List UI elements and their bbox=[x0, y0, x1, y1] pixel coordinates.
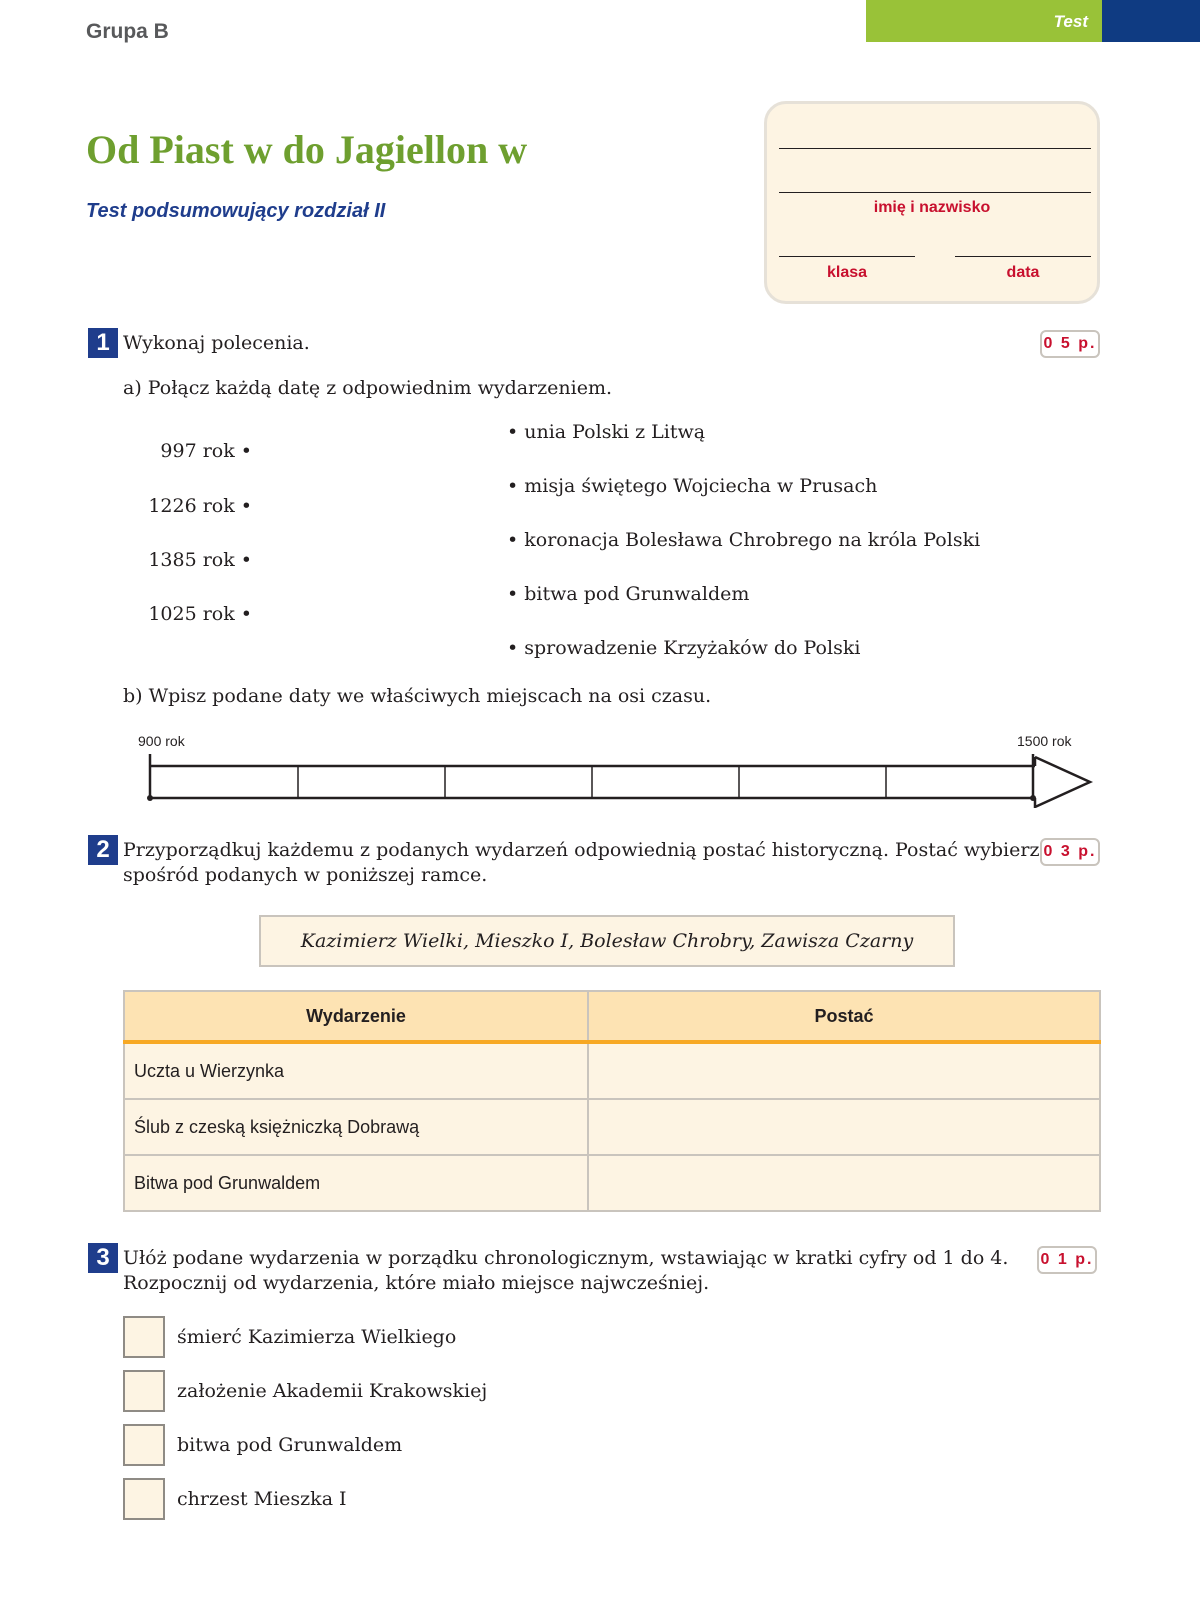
task-2-number: 2 bbox=[88, 835, 118, 865]
task-1b-instruction: b) Wpisz podane daty we właściwych miejscach na osi czasu. bbox=[123, 685, 712, 707]
event-item[interactable]: • sprowadzenie Krzyżaków do Polski bbox=[507, 637, 861, 659]
event-item[interactable]: • bitwa pod Grunwaldem bbox=[507, 583, 750, 605]
order-item: chrzest Mieszka I bbox=[177, 1488, 347, 1510]
event-cell: Uczta u Wierzynka bbox=[124, 1042, 588, 1099]
order-box[interactable] bbox=[123, 1316, 165, 1358]
table-row bbox=[124, 1099, 1100, 1155]
task-2-points: 0 3 p. bbox=[1040, 838, 1100, 866]
date-item[interactable]: 1226 rok • bbox=[148, 495, 252, 517]
date-item[interactable]: 1025 rok • bbox=[148, 603, 252, 625]
matching-table bbox=[123, 990, 1101, 1212]
task-3-number: 3 bbox=[88, 1243, 118, 1273]
class-line[interactable] bbox=[779, 256, 915, 257]
order-box[interactable] bbox=[123, 1424, 165, 1466]
task-3-question-line: Rozpocznij od wydarzenia, które miało miejsce najwcześniej. bbox=[123, 1272, 710, 1294]
event-cell: Bitwa pod Grunwaldem bbox=[124, 1155, 588, 1211]
timeline-start-label: 900 rok bbox=[138, 733, 185, 749]
task-3-points: 0 1 p. bbox=[1037, 1246, 1097, 1274]
page-subtitle: Test podsumowujący rozdział II bbox=[86, 200, 386, 222]
header-blue-band bbox=[1102, 0, 1200, 42]
timeline-start-dot bbox=[147, 795, 153, 801]
name-line-2[interactable] bbox=[779, 192, 1091, 193]
name-label: imię i nazwisko bbox=[873, 199, 991, 216]
task-1-question: Wykonaj polecenia. bbox=[123, 332, 310, 354]
names-box: Kazimierz Wielki, Mieszko I, Bolesław Chrobry, Zawisza Czarny bbox=[259, 915, 955, 967]
order-item: założenie Akademii Krakowskiej bbox=[177, 1380, 488, 1402]
task-2-question-line: spośród podanych w poniższej ramce. bbox=[123, 864, 488, 886]
event-cell: Ślub z czeską księżniczką Dobrawą bbox=[124, 1099, 588, 1155]
task-1a-instruction: a) Połącz każdą datę z odpowiednim wydarzeniem. bbox=[123, 377, 613, 399]
date-line[interactable] bbox=[955, 256, 1091, 257]
task-1-points: 0 5 p. bbox=[1040, 330, 1100, 358]
table-row bbox=[124, 1155, 1100, 1211]
timeline-end-dot bbox=[1030, 795, 1036, 801]
timeline-end-label: 1500 rok bbox=[1017, 733, 1072, 749]
event-item[interactable]: • koronacja Bolesława Chrobrego na króla Polski bbox=[507, 529, 981, 551]
timeline bbox=[140, 748, 1100, 808]
test-tag: Test bbox=[1053, 12, 1088, 31]
task-2-question-line: Przyporządkuj każdemu z podanych wydarzeń odpowiednią postać historyczną. Postać wybierz bbox=[123, 839, 1040, 861]
event-item[interactable]: • misja świętego Wojciecha w Prusach bbox=[507, 475, 878, 497]
order-box[interactable] bbox=[123, 1478, 165, 1520]
person-cell[interactable] bbox=[588, 1099, 1100, 1155]
order-item: bitwa pod Grunwaldem bbox=[177, 1434, 403, 1456]
group-label: Grupa B bbox=[86, 20, 169, 43]
order-box[interactable] bbox=[123, 1370, 165, 1412]
date-item[interactable]: 997 rok • bbox=[160, 440, 252, 462]
task-2-question bbox=[123, 838, 1039, 888]
task-3-question-line: Ułóż podane wydarzenia w porządku chronologicznym, wstawiając w kratki cyfry od 1 do 4. bbox=[123, 1247, 1009, 1269]
timeline-axis bbox=[150, 754, 1090, 807]
task-3-question bbox=[123, 1246, 1008, 1296]
student-info-box bbox=[764, 101, 1100, 304]
name-line-1[interactable] bbox=[779, 148, 1091, 149]
task-1-number: 1 bbox=[88, 328, 118, 358]
page-title: Od Piast w do Jagiellon w bbox=[86, 127, 528, 172]
table-row bbox=[124, 1042, 1100, 1099]
date-item[interactable]: 1385 rok • bbox=[148, 549, 252, 571]
timeline-segments bbox=[298, 766, 886, 798]
class-label: klasa bbox=[826, 264, 868, 281]
event-item[interactable]: • unia Polski z Litwą bbox=[507, 421, 706, 443]
person-cell[interactable] bbox=[588, 1042, 1100, 1099]
person-cell[interactable] bbox=[588, 1155, 1100, 1211]
table-header-event: Wydarzenie bbox=[124, 991, 588, 1042]
date-label: data bbox=[1006, 264, 1040, 281]
table-header-person: Postać bbox=[588, 991, 1100, 1042]
order-item: śmierć Kazimierza Wielkiego bbox=[177, 1326, 457, 1348]
